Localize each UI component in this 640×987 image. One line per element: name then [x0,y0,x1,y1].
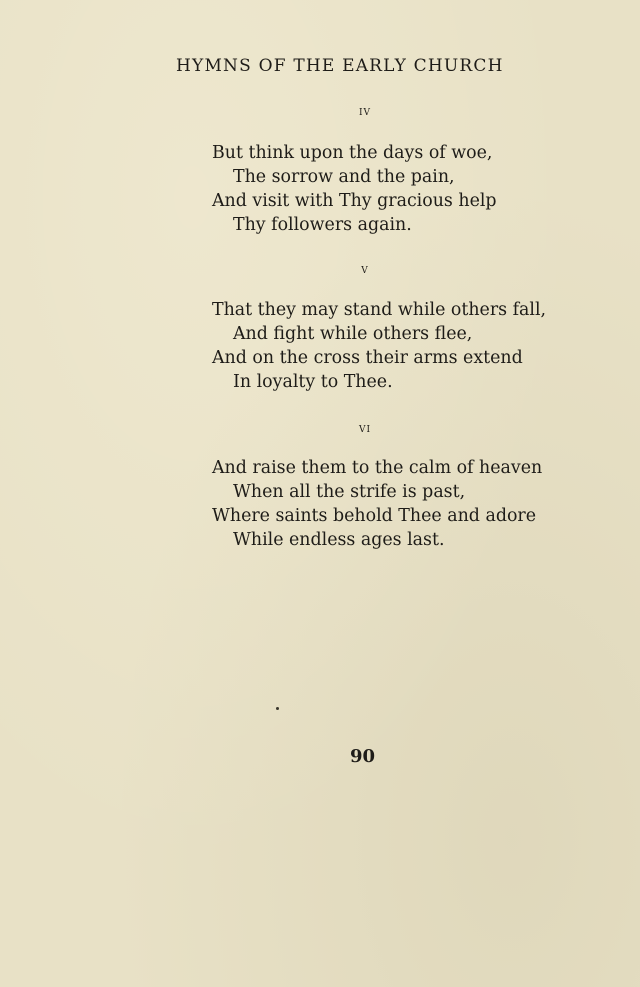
verse-line: And on the cross their arms extend [212,348,523,368]
stanza [212,298,546,394]
stanza-number: iv [358,104,372,119]
verse-line: And raise them to the calm of heaven [212,458,543,478]
stanza [212,141,497,237]
verse-line: In loyalty to Thee. [233,372,393,392]
verse-line: And visit with Thy gracious help [212,191,497,211]
running-head: HYMNS OF THE EARLY CHURCH [176,56,504,76]
stanza-number: v [361,262,369,277]
verse-line: But think upon the days of woe, [212,143,493,163]
stanza-number: vi [358,421,372,436]
verse-line: The sorrow and the pain, [233,167,455,187]
ink-speck [276,707,279,710]
verse-line: Thy followers again. [233,215,412,235]
verse-line: That they may stand while others fall, [212,300,547,320]
page-number: 90 [349,746,376,767]
verse-line: While endless ages last. [233,530,445,550]
verse-line: And fight while others flee, [233,324,473,344]
stanza [212,456,542,552]
verse-line: When all the strife is past, [233,482,466,502]
verse-line: Where saints behold Thee and adore [212,506,537,526]
